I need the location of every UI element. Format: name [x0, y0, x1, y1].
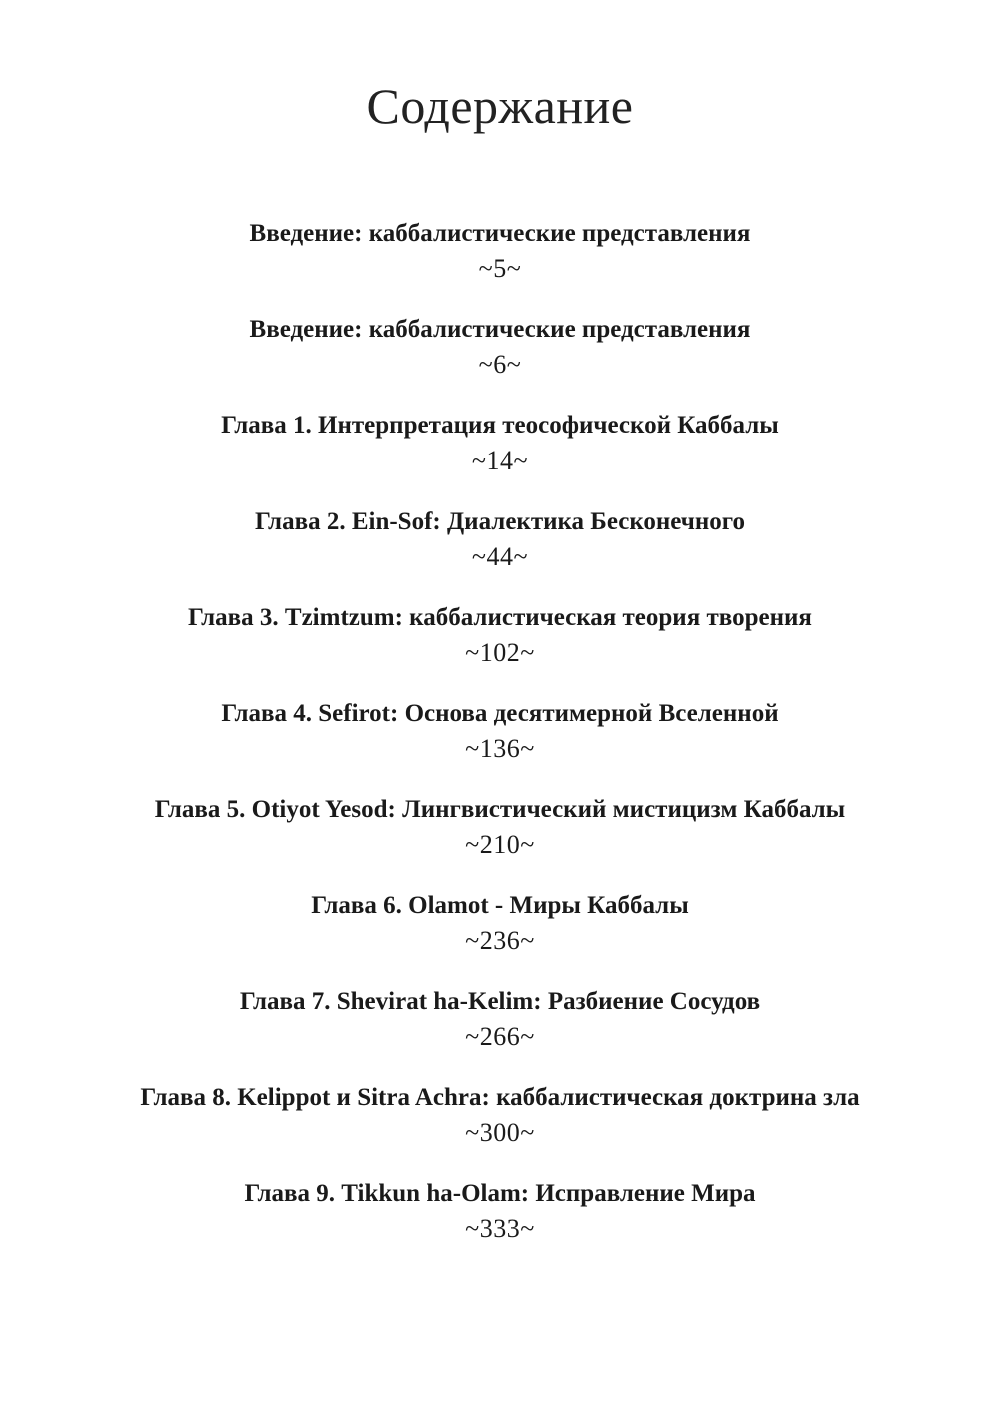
- toc-entry-page: ~136~: [465, 734, 535, 763]
- toc-entry-title: Глава 8. Kelippot и Sitra Achra: каббалистическая доктрина зла: [140, 1084, 860, 1111]
- toc-entry-title: Глава 2. Ein-Sof: Диалектика Бесконечного: [254, 508, 746, 535]
- toc-entry-title: Глава 3. Tzimtzum: каббалистическая теория творения: [188, 604, 812, 631]
- toc-entry-chapter-3: [0, 598, 1000, 694]
- toc-entry-page: ~102~: [465, 638, 535, 667]
- toc-entry-chapter-1: [0, 406, 1000, 502]
- toc-entry-title: Глава 9. Tikkun ha-Olam: Исправление Мира: [244, 1180, 756, 1207]
- toc-entry-page: ~210~: [465, 830, 535, 859]
- toc-entry-page: ~6~: [478, 350, 522, 379]
- toc-entry-page: ~300~: [465, 1118, 535, 1147]
- toc-entry-title: Глава 5. Otiyot Yesod: Лингвистический мистицизм Каббалы: [154, 796, 846, 823]
- toc-entry-page: ~14~: [471, 446, 529, 475]
- toc-entry-title: Глава 7. Shevirat ha-Kelim: Разбиение Сосудов: [239, 988, 761, 1015]
- toc-entry-chapter-2: [0, 502, 1000, 598]
- toc-entry-chapter-8: [0, 1078, 1000, 1174]
- table-of-contents: [0, 214, 1000, 1270]
- toc-entry-page: ~5~: [478, 254, 522, 283]
- toc-entry-chapter-5: [0, 790, 1000, 886]
- toc-entry-chapter-9: [0, 1174, 1000, 1270]
- toc-entry-intro-2: [0, 310, 1000, 406]
- toc-entry-intro-1: [0, 214, 1000, 310]
- toc-entry-chapter-7: [0, 982, 1000, 1078]
- toc-entry-page: ~44~: [471, 542, 529, 571]
- page-title: Содержание: [366, 78, 634, 134]
- toc-entry-title: Глава 1. Интерпретация теософической Каббалы: [221, 412, 779, 439]
- toc-entry-title: Глава 4. Sefirot: Основа десятимерной Вселенной: [221, 700, 779, 727]
- toc-entry-page: ~236~: [465, 926, 535, 955]
- toc-entry-title: Введение: каббалистические представления: [249, 316, 751, 343]
- toc-entry-page: ~266~: [465, 1022, 535, 1051]
- toc-entry-chapter-4: [0, 694, 1000, 790]
- toc-entry-chapter-6: [0, 886, 1000, 982]
- toc-entry-page: ~333~: [465, 1214, 535, 1243]
- toc-entry-title: Введение: каббалистические представления: [249, 220, 751, 247]
- toc-entry-title: Глава 6. Olamot - Миры Каббалы: [311, 892, 689, 919]
